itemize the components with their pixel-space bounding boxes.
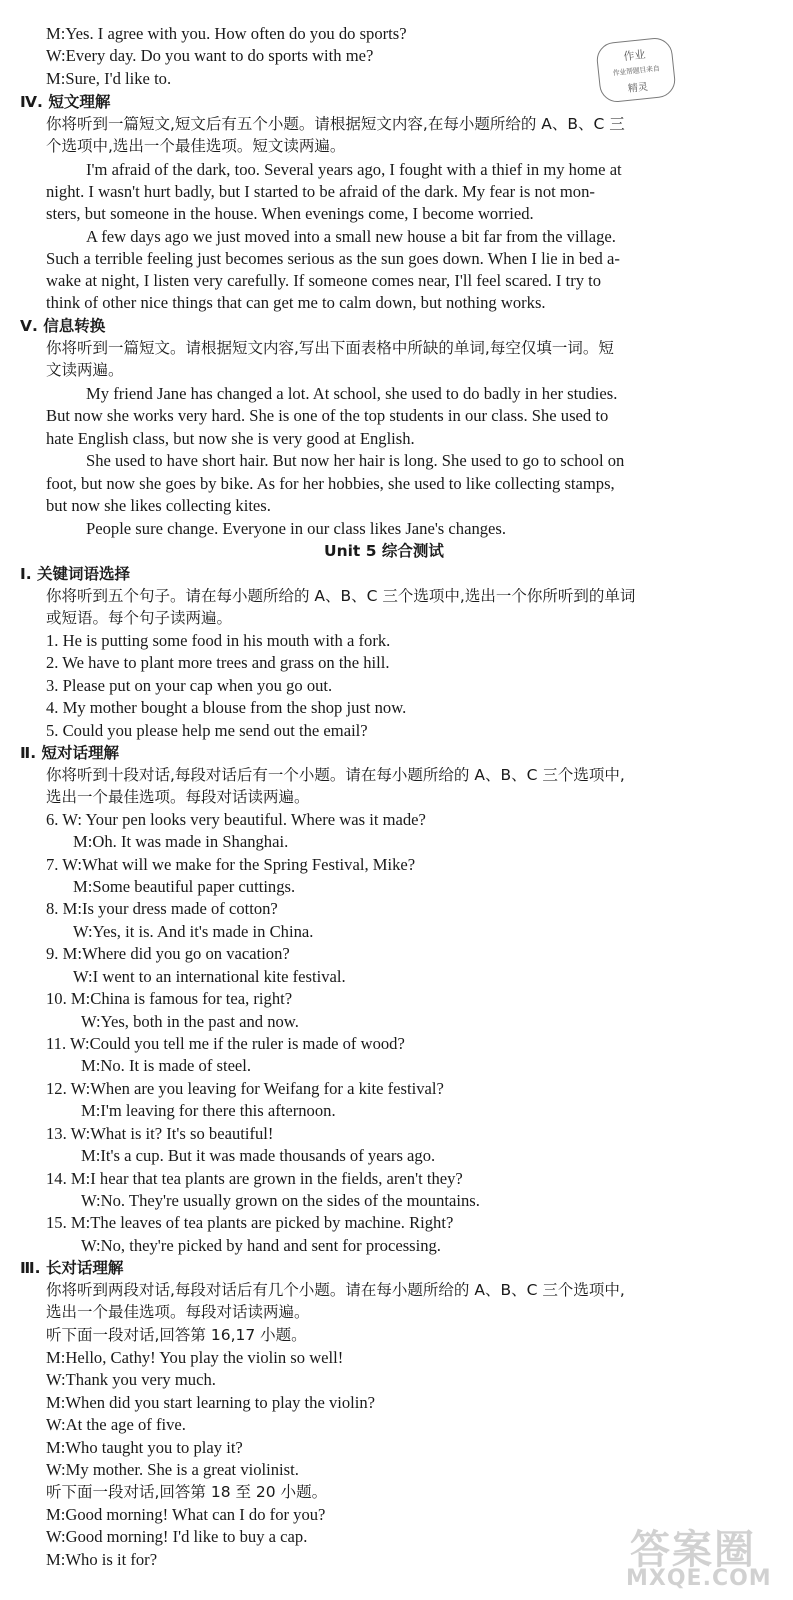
text-line: wake at night, I listen very carefully. If someone comes near, I'll feel scared. I try to [46,271,602,290]
text-line: 13. W:What is it? It's so beautiful! [46,1124,274,1143]
text-line: 8. M:Is your dress made of cotton? [46,899,278,918]
text-line: M:I'm leaving for there this afternoon. [81,1101,336,1120]
text-line: 7. W:What will we make for the Spring Festival, Mike? [46,855,416,874]
text-line: People sure change. Everyone in our class likes Jane's changes. [86,519,507,538]
text-line: night. I wasn't hurt badly, but I started to be afraid of the dark. My fear is not mon- [46,182,595,201]
stamp-line-3: 精灵 [627,81,649,95]
text-line: 1. He is putting some food in his mouth with a fork. [46,631,391,650]
text-line: 个选项中,选出一个最佳选项。短文读两遍。 [46,137,346,155]
text-line: M:No. It is made of steel. [81,1056,252,1075]
section-heading: Ⅱ. 短对话理解 [20,744,119,762]
text-line: hate English class, but now she is very good at English. [46,429,415,448]
stamp-line-1: 作业 [622,47,647,64]
section-heading: Ⅳ. 短文理解 [20,93,111,111]
text-line: M:Sure, I'd like to. [46,69,172,88]
text-line: W:Yes, both in the past and now. [81,1012,299,1031]
text-line: 听下面一段对话,回答第 16,17 小题。 [46,1326,307,1344]
text-line: 你将听到五个句子。请在每小题所给的 A、B、C 三个选项中,选出一个你所听到的单词 [46,587,636,605]
text-line: 3. Please put on your cap when you go out. [46,676,333,695]
text-line: 12. W:When are you leaving for Weifang for a kite festival? [46,1079,444,1098]
stamp-line-2: 作业帮题目来自 [612,64,660,78]
text-line: A few days ago we just moved into a small new house a bit far from the village. [86,227,616,246]
homework-stamp [595,36,677,104]
text-line: 10. M:China is famous for tea, right? [46,989,293,1008]
text-line: M:Good morning! What can I do for you? [46,1505,326,1524]
watermark-line-1: 答案圈 [630,1527,756,1573]
watermark-line-2: MXQE.COM [626,1566,772,1591]
text-line: W:No. They're usually grown on the sides of the mountains. [81,1191,480,1210]
text-line: 5. Could you please help me send out the email? [46,721,368,740]
section-heading: Ⅲ. 长对话理解 [20,1259,124,1277]
text-line: 11. W:Could you tell me if the ruler is made of wood? [46,1034,405,1053]
text-line: W:Yes, it is. And it's made in China. [73,922,314,941]
text-line: 你将听到一篇短文。请根据短文内容,写出下面表格中所缺的单词,每空仅填一词。短 [46,339,614,357]
text-line: 选出一个最佳选项。每段对话读两遍。 [46,788,310,806]
text-line: 你将听到一篇短文,短文后有五个小题。请根据短文内容,在每小题所给的 A、B、C 三 [46,115,625,133]
text-line: W:My mother. She is a great violinist. [46,1460,299,1479]
text-line: W:Good morning! I'd like to buy a cap. [46,1527,308,1546]
text-line: W:No, they're picked by hand and sent for processing. [81,1236,441,1255]
section-heading: Ⅴ. 信息转换 [20,317,106,335]
text-line: 15. M:The leaves of tea plants are picked by machine. Right? [46,1213,454,1232]
text-line: M:Yes. I agree with you. How often do you do sports? [46,24,407,43]
text-line: foot, but now she goes by bike. As for her hobbies, she used to like collecting stamps, [46,474,615,493]
text-line: M:It's a cup. But it was made thousands of years ago. [81,1146,436,1165]
text-line: W:I went to an international kite festival. [73,967,346,986]
text-line: 你将听到两段对话,每段对话后有几个小题。请在每小题所给的 A、B、C 三个选项中, [46,1281,625,1299]
text-line: W:Every day. Do you want to do sports with me? [46,46,374,65]
text-line: 4. My mother bought a blouse from the shop just now. [46,698,407,717]
text-line: sters, but someone in the house. When evenings come, I become worried. [46,204,534,223]
text-line: 14. M:I hear that tea plants are grown in the fields, aren't they? [46,1169,463,1188]
text-line: 6. W: Your pen looks very beautiful. Where was it made? [46,810,426,829]
text-line: M:Who is it for? [46,1550,158,1569]
text-line: 你将听到十段对话,每段对话后有一个小题。请在每小题所给的 A、B、C 三个选项中, [46,766,625,784]
text-line: but now she likes collecting kites. [46,496,271,515]
text-line: M:Who taught you to play it? [46,1438,243,1457]
text-line: W:At the age of five. [46,1415,186,1434]
section-heading: Ⅰ. 关键词语选择 [20,565,131,583]
text-line: Such a terrible feeling just becomes serious as the sun goes down. When I lie in bed a- [46,249,620,268]
text-line: M:Some beautiful paper cuttings. [73,877,296,896]
text-line: M:Oh. It was made in Shanghai. [73,832,289,851]
text-line: My friend Jane has changed a lot. At school, she used to do badly in her studies. [86,384,618,403]
text-line: She used to have short hair. But now her hair is long. She used to go to school on [86,451,625,470]
text-line: W:Thank you very much. [46,1370,216,1389]
text-line: M:Hello, Cathy! You play the violin so well! [46,1348,344,1367]
text-line: 听下面一段对话,回答第 18 至 20 小题。 [46,1483,328,1501]
text-line: I'm afraid of the dark, too. Several years ago, I fought with a thief in my home at [86,160,622,179]
text-line: 或短语。每个句子读两遍。 [46,609,233,627]
text-line: 9. M:Where did you go on vacation? [46,944,290,963]
text-line: But now she works very hard. She is one of the top students in our class. She used to [46,406,609,425]
unit-title: Unit 5 综合测试 [324,542,444,560]
text-line: 选出一个最佳选项。每段对话读两遍。 [46,1303,310,1321]
text-line: 2. We have to plant more trees and grass on the hill. [46,653,390,672]
text-line: think of other nice things that can get me to calm down, but nothing works. [46,293,546,312]
text-line: M:When did you start learning to play the violin? [46,1393,376,1412]
text-line: 文读两遍。 [46,361,124,379]
watermark-logo [620,1518,790,1594]
